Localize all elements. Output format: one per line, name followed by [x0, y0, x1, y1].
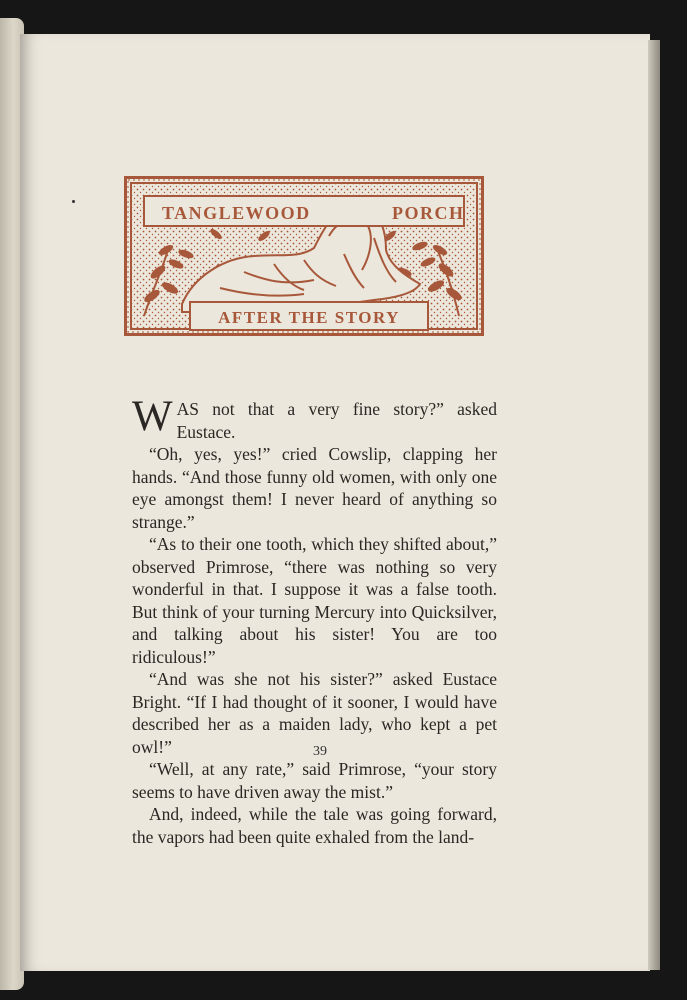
headpiece-title-right: PORCH: [392, 203, 465, 223]
headpiece-subtitle: AFTER THE STORY: [218, 308, 400, 327]
headpiece-illustration: [124, 176, 484, 336]
paragraph: And, indeed, while the tale was going forward, the vapors had been quite exhaled from the land-: [132, 804, 497, 847]
paragraph-text: AS not that a very fine story?” asked Eustace.: [176, 399, 497, 442]
page-fore-edge: [648, 40, 660, 970]
headpiece-title-left: TANGLEWOOD: [162, 203, 311, 223]
paragraph: “Well, at any rate,” said Primrose, “your story seems to have driven away the mist.”: [132, 759, 497, 802]
body-text: [132, 393, 497, 848]
drop-cap: W: [132, 393, 173, 440]
ink-speck: [72, 200, 75, 203]
paragraph: “Oh, yes, yes!” cried Cowslip, clapping her hands. “And those funny old women, with only one eye amongst them! I never heard of anything so strange.”: [132, 444, 497, 532]
paragraph: [132, 393, 497, 443]
page-number: 39: [313, 744, 327, 759]
paragraph: “And was she not his sister?” asked Eustace Bright. “If I had thought of it sooner, I would have described her as a maiden lady, who kept a pet owl!”: [132, 669, 497, 757]
paragraph: “As to their one tooth, which they shifted about,” observed Primrose, “there was nothing so very wonderful in that. I suppose it was a false tooth. But think of your turning Mercury into Quicksilver, and talking about his sister! You are too ridiculous!”: [132, 534, 497, 667]
